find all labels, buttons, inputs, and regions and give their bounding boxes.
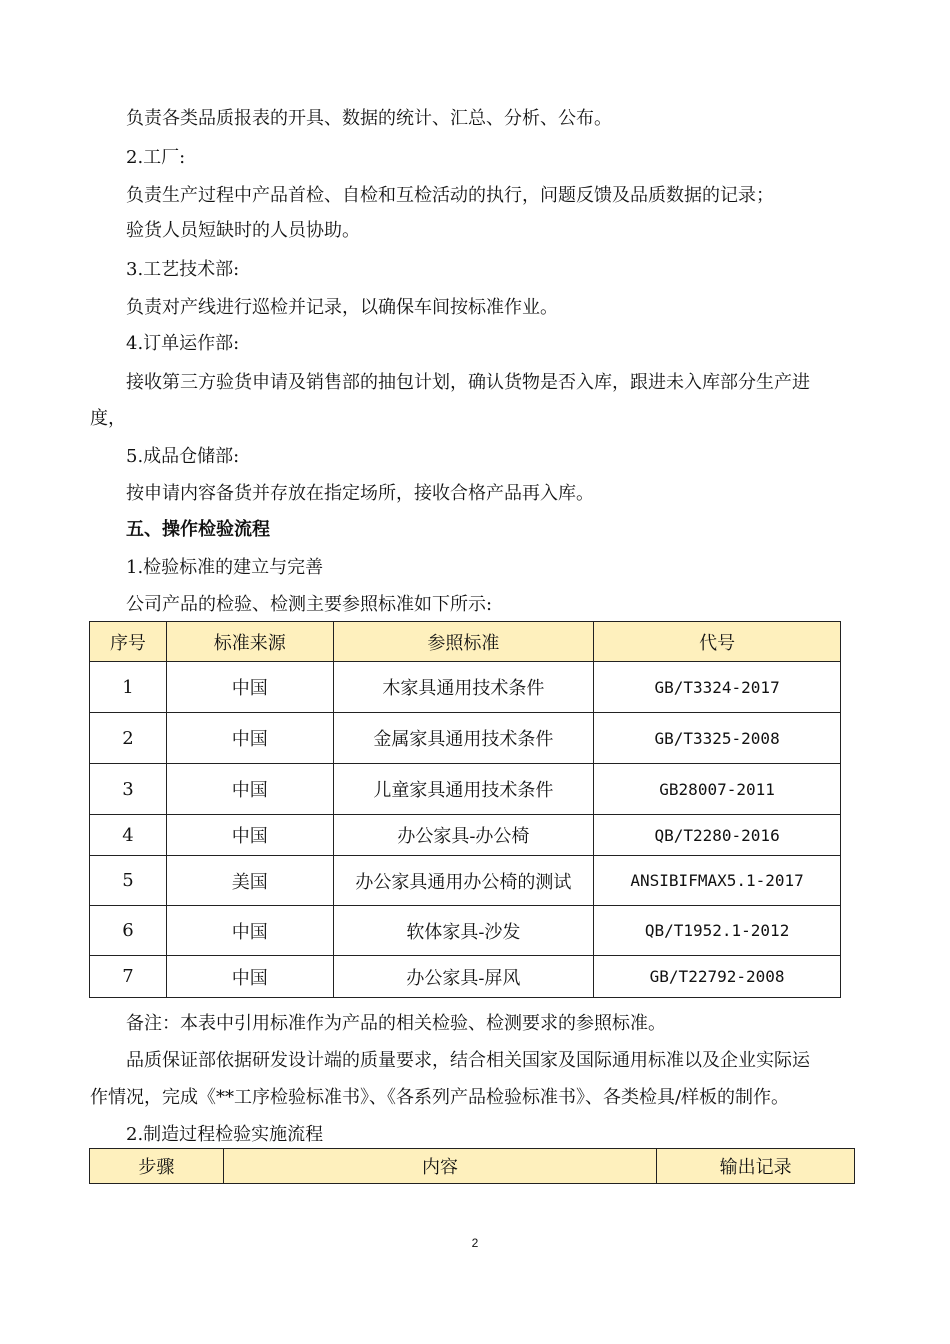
column-header: 序号 bbox=[90, 622, 167, 662]
cell-standard: 办公家具-屏风 bbox=[333, 956, 594, 998]
subsection-title: 1.检验标准的建立与完善 bbox=[126, 557, 324, 578]
cell-source: 中国 bbox=[166, 713, 333, 764]
cell-standard: 办公家具通用办公椅的测试 bbox=[333, 856, 594, 906]
cell-standard: 儿童家具通用技术条件 bbox=[333, 764, 594, 815]
paragraph: 验货人员短缺时的人员协助。 bbox=[126, 220, 360, 241]
table-row bbox=[90, 956, 841, 998]
cell-standard: 办公家具-办公椅 bbox=[333, 815, 594, 856]
section-item-warehouse: 5.成品仓储部: bbox=[126, 446, 240, 467]
cell-standard: 软体家具-沙发 bbox=[333, 906, 594, 956]
column-header: 步骤 bbox=[90, 1149, 224, 1184]
column-header: 代号 bbox=[594, 622, 841, 662]
section-heading: 五、操作检验流程 bbox=[126, 519, 270, 540]
cell-code: GB28007-2011 bbox=[594, 764, 841, 815]
subsection-title: 2.制造过程检验实施流程 bbox=[126, 1124, 324, 1145]
paragraph: 负责对产线进行巡检并记录，以确保车间按标准作业。 bbox=[126, 297, 558, 318]
paragraph: 负责各类品质报表的开具、数据的统计、汇总、分析、公布。 bbox=[126, 108, 612, 129]
cell-index: 6 bbox=[90, 906, 167, 956]
cell-standard: 金属家具通用技术条件 bbox=[333, 713, 594, 764]
cell-source: 中国 bbox=[166, 764, 333, 815]
table-header-row bbox=[90, 622, 841, 662]
paragraph: 品质保证部依据研发设计端的质量要求，结合相关国家及国际通用标准以及企业实际运 bbox=[126, 1050, 810, 1071]
cell-source: 中国 bbox=[166, 906, 333, 956]
cell-index: 7 bbox=[90, 956, 167, 998]
cell-source: 中国 bbox=[166, 815, 333, 856]
paragraph: 接收第三方验货申请及销售部的抽包计划，确认货物是否入库，跟进未入库部分生产进 bbox=[126, 372, 810, 393]
cell-index: 1 bbox=[90, 662, 167, 713]
table-row bbox=[90, 906, 841, 956]
cell-code: GB/T22792-2008 bbox=[594, 956, 841, 998]
cell-source: 中国 bbox=[166, 662, 333, 713]
column-header: 内容 bbox=[223, 1149, 656, 1184]
cell-standard: 木家具通用技术条件 bbox=[333, 662, 594, 713]
cell-index: 5 bbox=[90, 856, 167, 906]
table-note: 备注：本表中引用标准作为产品的相关检验、检测要求的参照标准。 bbox=[126, 1013, 666, 1034]
cell-code: ANSIBIFMAX5.1-2017 bbox=[594, 856, 841, 906]
process-table bbox=[89, 1148, 855, 1184]
cell-index: 2 bbox=[90, 713, 167, 764]
section-item-process-tech: 3.工艺技术部: bbox=[126, 259, 240, 280]
table-row bbox=[90, 815, 841, 856]
paragraph-continuation: 作情况，完成《**工序检验标准书》、《各系列产品检验标准书》、各类检具/样板的制作。 bbox=[90, 1087, 790, 1108]
cell-source: 美国 bbox=[166, 856, 333, 906]
table-row bbox=[90, 713, 841, 764]
paragraph: 按申请内容备货并存放在指定场所，接收合格产品再入库。 bbox=[126, 483, 594, 504]
paragraph-continuation: 度， bbox=[90, 408, 126, 429]
cell-index: 3 bbox=[90, 764, 167, 815]
table-row bbox=[90, 764, 841, 815]
cell-index: 4 bbox=[90, 815, 167, 856]
paragraph: 负责生产过程中产品首检、自检和互检活动的执行，问题反馈及品质数据的记录； bbox=[126, 185, 774, 206]
column-header: 输出记录 bbox=[657, 1149, 855, 1184]
cell-code: QB/T2280-2016 bbox=[594, 815, 841, 856]
paragraph: 公司产品的检验、检测主要参照标准如下所示: bbox=[126, 594, 493, 615]
section-item-order-ops: 4.订单运作部: bbox=[126, 333, 240, 354]
cell-code: QB/T1952.1-2012 bbox=[594, 906, 841, 956]
section-item-factory: 2.工厂: bbox=[126, 147, 186, 168]
table-row bbox=[90, 662, 841, 713]
cell-source: 中国 bbox=[166, 956, 333, 998]
column-header: 参照标准 bbox=[333, 622, 594, 662]
table-row bbox=[90, 856, 841, 906]
cell-code: GB/T3324-2017 bbox=[594, 662, 841, 713]
standards-table bbox=[89, 621, 841, 998]
cell-code: GB/T3325-2008 bbox=[594, 713, 841, 764]
page-number: 2 bbox=[471, 1236, 479, 1250]
column-header: 标准来源 bbox=[166, 622, 333, 662]
table-header-row bbox=[90, 1149, 855, 1184]
